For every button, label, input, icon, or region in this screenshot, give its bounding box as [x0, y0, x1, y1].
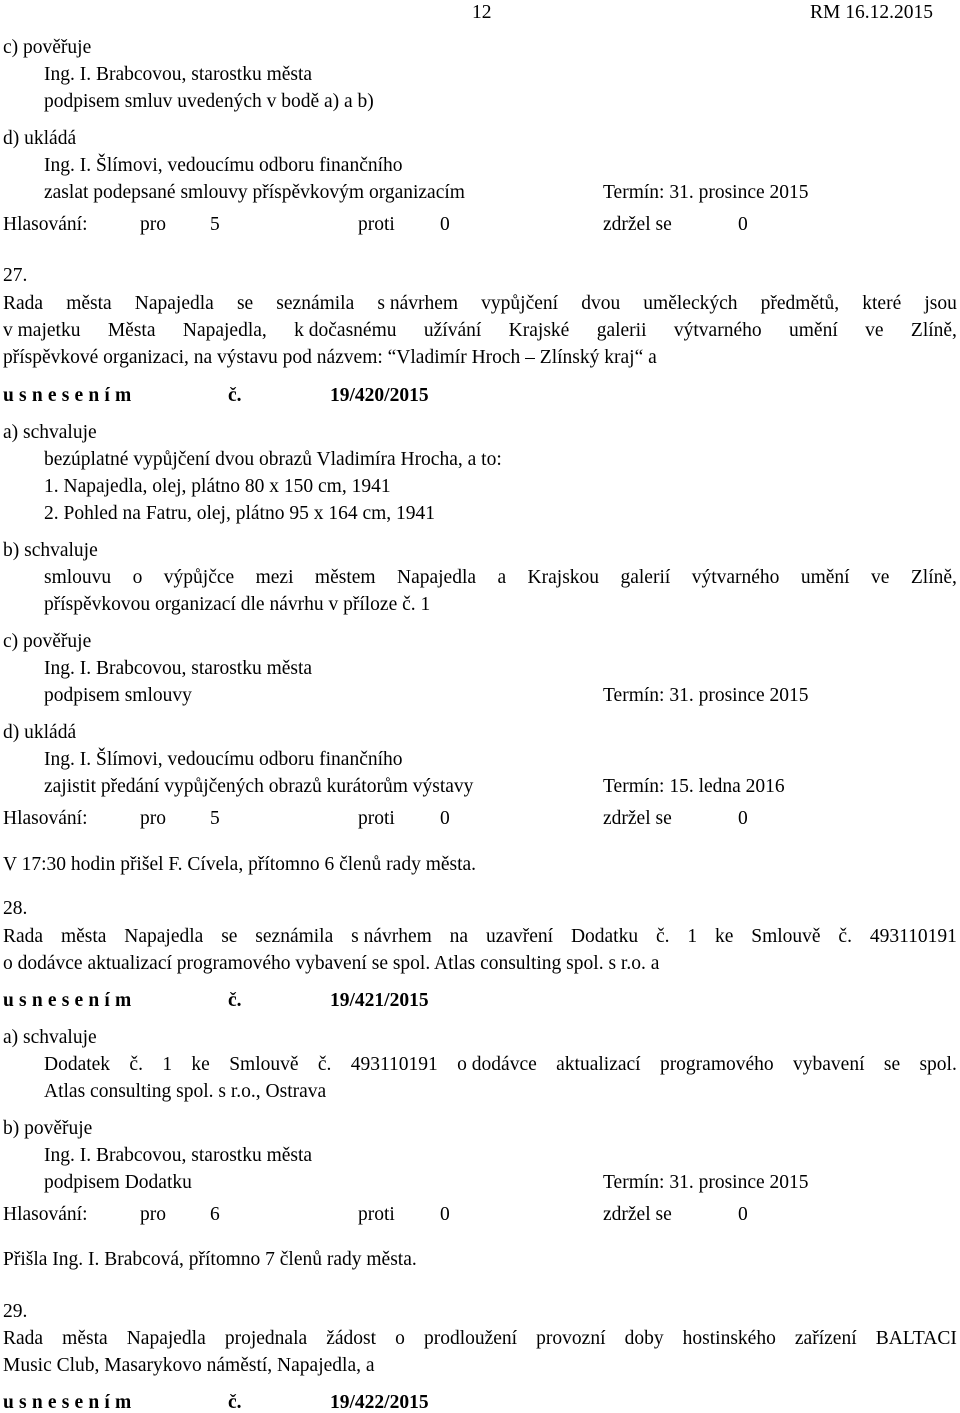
word: Smlouvě — [751, 926, 821, 947]
word: 493110191 — [350, 1054, 438, 1075]
item-27-a-line3: 2. Pohled na Fatru, olej, plátno 95 x 164 cm, 1941 — [44, 503, 436, 524]
word: galerii — [596, 320, 647, 341]
item-27-intro-line2 — [3, 321, 957, 341]
item-27-b-heading: b) schvaluje — [3, 540, 98, 561]
item-29-resolution-number: 19/422/2015 — [330, 1392, 429, 1413]
word: Města — [107, 320, 156, 341]
word: doby — [624, 1328, 664, 1349]
word: Krajské — [508, 320, 570, 341]
item-28-a-line2: Atlas consulting spol. s r.o., Ostrava — [44, 1081, 327, 1102]
item-27-intro-line1 — [3, 294, 957, 314]
word: spol. — [919, 1054, 957, 1075]
word: dvou — [581, 293, 621, 314]
word: galerií — [620, 567, 671, 588]
doc-ref: RM 16.12.2015 — [810, 2, 933, 23]
item-29-intro-line1 — [3, 1329, 957, 1349]
word: č. — [129, 1054, 143, 1075]
word: ve — [865, 320, 884, 341]
item-28-note: Přišla Ing. I. Brabcová, přítomno 7 členů rady města. — [3, 1249, 417, 1270]
word: č. — [317, 1054, 332, 1075]
cont-c-line2: podpisem smluv uvedených v bodě a) a b) — [44, 91, 374, 112]
vote-zdrzel-count: 0 — [738, 1204, 748, 1225]
vote-label: Hlasování: — [3, 1204, 88, 1225]
item-28-resolution-label: usnesením — [3, 990, 137, 1011]
item-27-c-deadline: Termín: 31. prosince 2015 — [603, 685, 809, 706]
word: městem — [314, 567, 376, 588]
word: města — [66, 293, 112, 314]
word: Napajedla — [124, 926, 204, 947]
vote-zdrzel-count: 0 — [738, 214, 748, 235]
vote-proti-count: 0 — [440, 1204, 450, 1225]
word: o dodávce — [457, 1054, 537, 1075]
item-27-a-heading: a) schvaluje — [3, 422, 97, 443]
word: prodloužení — [423, 1328, 518, 1349]
word: se — [236, 293, 254, 314]
word: Smlouvě — [229, 1054, 299, 1075]
item-28-b-heading: b) pověřuje — [3, 1118, 93, 1139]
cont-d-line2: zaslat podepsané smlouvy příspěvkovým organizacím — [44, 182, 465, 203]
item-28-b-deadline: Termín: 31. prosince 2015 — [603, 1172, 809, 1193]
word: Krajskou — [527, 567, 600, 588]
word: výtvarného — [691, 567, 780, 588]
word: města — [62, 1328, 108, 1349]
item-27-note: V 17:30 hodin přišel F. Cívela, přítomno 6 členů rady města. — [3, 854, 477, 875]
item-29-resolution-c: č. — [228, 1392, 242, 1413]
word: umění — [800, 567, 850, 588]
word: uzavření — [485, 926, 554, 947]
item-27-resolution-label: usnesením — [3, 385, 137, 406]
word: Napajedla — [134, 293, 214, 314]
word: ke — [191, 1054, 210, 1075]
word: č. — [838, 926, 852, 947]
vote-pro-count: 6 — [210, 1204, 220, 1225]
vote-pro-label: pro — [140, 1204, 166, 1225]
item-27-d-heading: d) ukládá — [3, 722, 77, 743]
vote-label: Hlasování: — [3, 808, 88, 829]
item-27-c-heading: c) pověřuje — [3, 631, 92, 652]
cont-d-heading: d) ukládá — [3, 128, 77, 149]
item-28-b-line2: podpisem Dodatku — [44, 1172, 192, 1193]
word: projednala — [224, 1328, 308, 1349]
vote-label: Hlasování: — [3, 214, 88, 235]
word: Napajedla — [126, 1328, 206, 1349]
word: ke — [714, 926, 734, 947]
word: výtvarného — [673, 320, 762, 341]
item-28-a-heading: a) schvaluje — [3, 1027, 97, 1048]
word: hostinského — [682, 1328, 776, 1349]
word: Rada — [3, 293, 44, 314]
vote-pro-label: pro — [140, 214, 166, 235]
word: programového — [659, 1054, 774, 1075]
item-29-resolution-label: usnesením — [3, 1392, 137, 1413]
vote-pro-label: pro — [140, 808, 166, 829]
word: užívání — [423, 320, 482, 341]
item-27-b-line2: příspěvkovou organizací dle návrhu v příloze č. 1 — [44, 594, 431, 615]
vote-proti-label: proti — [358, 808, 395, 829]
item-27-c-line2: podpisem smlouvy — [44, 685, 192, 706]
cont-d-line1: Ing. I. Šlímovi, vedoucímu odboru finančního — [44, 155, 403, 176]
word: s návrhem — [377, 293, 459, 314]
item-28-intro-line1 — [3, 927, 957, 947]
word: 1 — [162, 1054, 173, 1075]
item-28-resolution-number: 19/421/2015 — [330, 990, 429, 1011]
word: zařízení — [794, 1328, 857, 1349]
word: výpůjčce — [163, 567, 235, 588]
word: BALTACI — [875, 1328, 957, 1349]
item-27-b-line1 — [44, 568, 957, 588]
word: Dodatek — [44, 1054, 111, 1075]
vote-proti-label: proti — [358, 1204, 395, 1225]
vote-zdrzel-label: zdržel se — [603, 214, 672, 235]
vote-zdrzel-count: 0 — [738, 808, 748, 829]
word: provozní — [536, 1328, 606, 1349]
word: 1 — [687, 926, 698, 947]
word: seznámila — [255, 926, 334, 947]
cont-d-deadline: Termín: 31. prosince 2015 — [603, 182, 809, 203]
vote-proti-count: 0 — [440, 214, 450, 235]
item-27-resolution-c: č. — [228, 385, 242, 406]
word: č. — [655, 926, 670, 947]
cont-c-heading: c) pověřuje — [3, 37, 92, 58]
word: se — [883, 1054, 901, 1075]
item-27-a-line2: 1. Napajedla, olej, plátno 80 x 150 cm, 1941 — [44, 476, 391, 497]
vote-zdrzel-label: zdržel se — [603, 1204, 672, 1225]
word: Zlíně, — [910, 567, 957, 588]
page-number: 12 — [472, 2, 492, 23]
item-28-intro-line2: o dodávce aktualizací programového vybavení se spol. Atlas consulting spol. s r.o. a — [3, 953, 660, 974]
vote-pro-count: 5 — [210, 214, 220, 235]
item-27-intro-line3: příspěvkové organizaci, na výstavu pod názvem: “Vladimír Hroch – Zlínský kraj“ a — [3, 347, 657, 368]
word: předmětů, — [760, 293, 840, 314]
word: o — [132, 567, 143, 588]
item-29-number: 29. — [3, 1301, 28, 1322]
word: s návrhem — [351, 926, 432, 947]
word: Rada — [3, 1328, 44, 1349]
item-29-intro-line2: Music Club, Masarykovo náměstí, Napajedla, a — [3, 1355, 375, 1376]
word: Dodatku — [570, 926, 639, 947]
vote-proti-label: proti — [358, 214, 395, 235]
word: žádost — [326, 1328, 377, 1349]
word: o — [395, 1328, 405, 1349]
word: Rada — [3, 926, 44, 947]
word: 493110191 — [869, 926, 957, 947]
item-27-d-deadline: Termín: 15. ledna 2016 — [603, 776, 785, 797]
word: vypůjčení — [481, 293, 559, 314]
word: aktualizací — [556, 1054, 641, 1075]
cont-c-line1: Ing. I. Brabcovou, starostku města — [44, 64, 313, 85]
word: které — [862, 293, 902, 314]
word: Zlíně, — [910, 320, 957, 341]
word: na — [449, 926, 469, 947]
word: smlouvu — [44, 567, 112, 588]
word: města — [60, 926, 107, 947]
vote-zdrzel-label: zdržel se — [603, 808, 672, 829]
item-27-d-line2: zajistit předání vypůjčených obrazů kurátorům výstavy — [44, 776, 474, 797]
word: mezi — [255, 567, 294, 588]
word: v majetku — [3, 320, 81, 341]
word: uměleckých — [643, 293, 738, 314]
item-28-resolution-c: č. — [228, 990, 242, 1011]
item-27-a-line1: bezúplatné vypůjčení dvou obrazů Vladimíra Hrocha, a to: — [44, 449, 502, 470]
word: a — [497, 567, 507, 588]
vote-proti-count: 0 — [440, 808, 450, 829]
word: Napajedla, — [182, 320, 267, 341]
item-28-a-line1 — [44, 1055, 957, 1075]
item-28-b-line1: Ing. I. Brabcovou, starostku města — [44, 1145, 313, 1166]
item-27-resolution-number: 19/420/2015 — [330, 385, 429, 406]
word: ve — [871, 567, 890, 588]
word: vybavení — [793, 1054, 865, 1075]
item-27-number: 27. — [3, 265, 28, 286]
word: umění — [789, 320, 838, 341]
item-28-number: 28. — [3, 898, 28, 919]
item-27-d-line1: Ing. I. Šlímovi, vedoucímu odboru finančního — [44, 749, 403, 770]
word: Napajedla — [397, 567, 477, 588]
item-27-c-line1: Ing. I. Brabcovou, starostku města — [44, 658, 313, 679]
word: jsou — [924, 293, 957, 314]
word: se — [221, 926, 238, 947]
word: k dočasnému — [294, 320, 397, 341]
word: seznámila — [276, 293, 355, 314]
vote-pro-count: 5 — [210, 808, 220, 829]
